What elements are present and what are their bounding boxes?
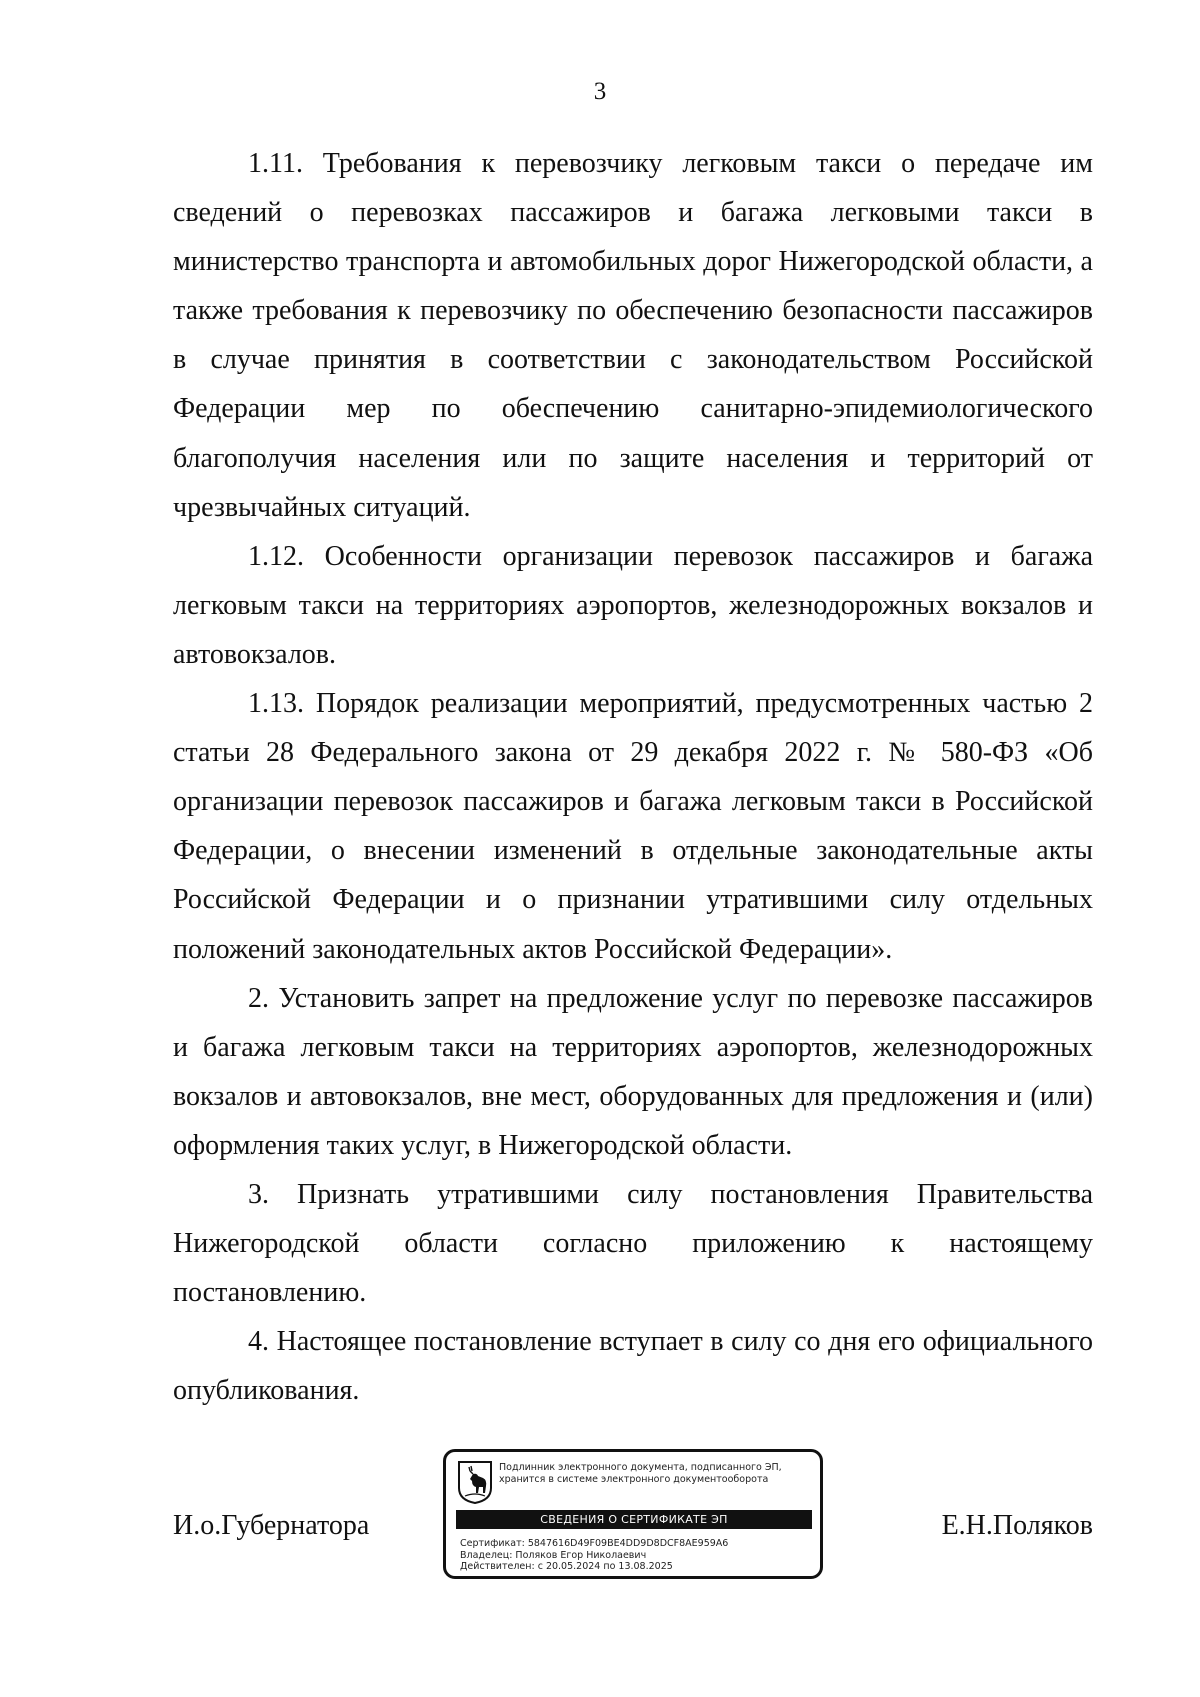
- page-number: 3: [593, 78, 607, 105]
- stamp-header-bar: СВЕДЕНИЯ О СЕРТИФИКАТЕ ЭП: [456, 1510, 812, 1529]
- signatory-position: И.о.Губернатора: [173, 1510, 370, 1541]
- stamp-caption: [499, 1462, 817, 1486]
- document-body: [173, 139, 1093, 1415]
- certificate-number: Сертификат: 5847616D49F09BE4DD9D8DCF8AE959A6: [460, 1538, 729, 1549]
- stamp-caption-line-2: хранится в системе электронного документооборота: [499, 1474, 769, 1485]
- paragraph-2: 2. Установить запрет на предложение услуг по перевозке пассажиров и багажа легковым такси на территориях аэропортов, железнодорожных вокзалов и автовокзалов, вне мест, оборудованных для предложения и (или) оформления таких услуг, в Нижегородской области.: [173, 982, 1093, 1161]
- paragraph-3: 3. Признать утратившими силу постановления Правительства Нижегородской области согласно приложению к настоящему постановлению.: [173, 1178, 1093, 1309]
- stamp-caption-line-1: Подлинник электронного документа, подписанного ЭП,: [499, 1462, 782, 1473]
- paragraph-4: 4. Настоящее постановление вступает в силу со дня его официального опубликования.: [173, 1326, 1093, 1407]
- paragraph-1-13: 1.13. Порядок реализации мероприятий, предусмотренных частью 2 статьи 28 Федерального закона от 29 декабря 2022 г. № 580-ФЗ «Об организации перевозок пассажиров и багажа легковым такси в Российской Федерации, о внесении изменений в отдельные законодательные акты Российской Федерации и о признании утратившими силу отдельных положений законодательных актов Российской Федерации».: [173, 688, 1093, 965]
- certificate-validity: Действителен: с 20.05.2024 по 13.08.2025: [460, 1561, 673, 1572]
- paragraph-1-11: 1.11. Требования к перевозчику легковым такси о передаче им сведений о перевозках пассажиров и багажа легковыми такси в министерство транспорта и автомобильных дорог Нижегородской области, а также требования к перевозчику по обеспечению безопасности пассажиров в случае принятия в соответствии с законодательством Российской Федерации мер по обеспечению санитарно-эпидемиологического благополучия населения или по защите населения и территорий от чрезвычайных ситуаций.: [173, 148, 1093, 523]
- electronic-signature-stamp: [443, 1449, 823, 1579]
- certificate-owner: Владелец: Поляков Егор Николаевич: [460, 1549, 647, 1561]
- stamp-certificate-details: [460, 1538, 816, 1573]
- signatory-name: Е.Н.Поляков: [941, 1510, 1093, 1541]
- deer-emblem-icon: [457, 1460, 493, 1504]
- paragraph-1-12: 1.12. Особенности организации перевозок пассажиров и багажа легковым такси на территориях аэропортов, железнодорожных вокзалов и автовокзалов.: [173, 540, 1093, 670]
